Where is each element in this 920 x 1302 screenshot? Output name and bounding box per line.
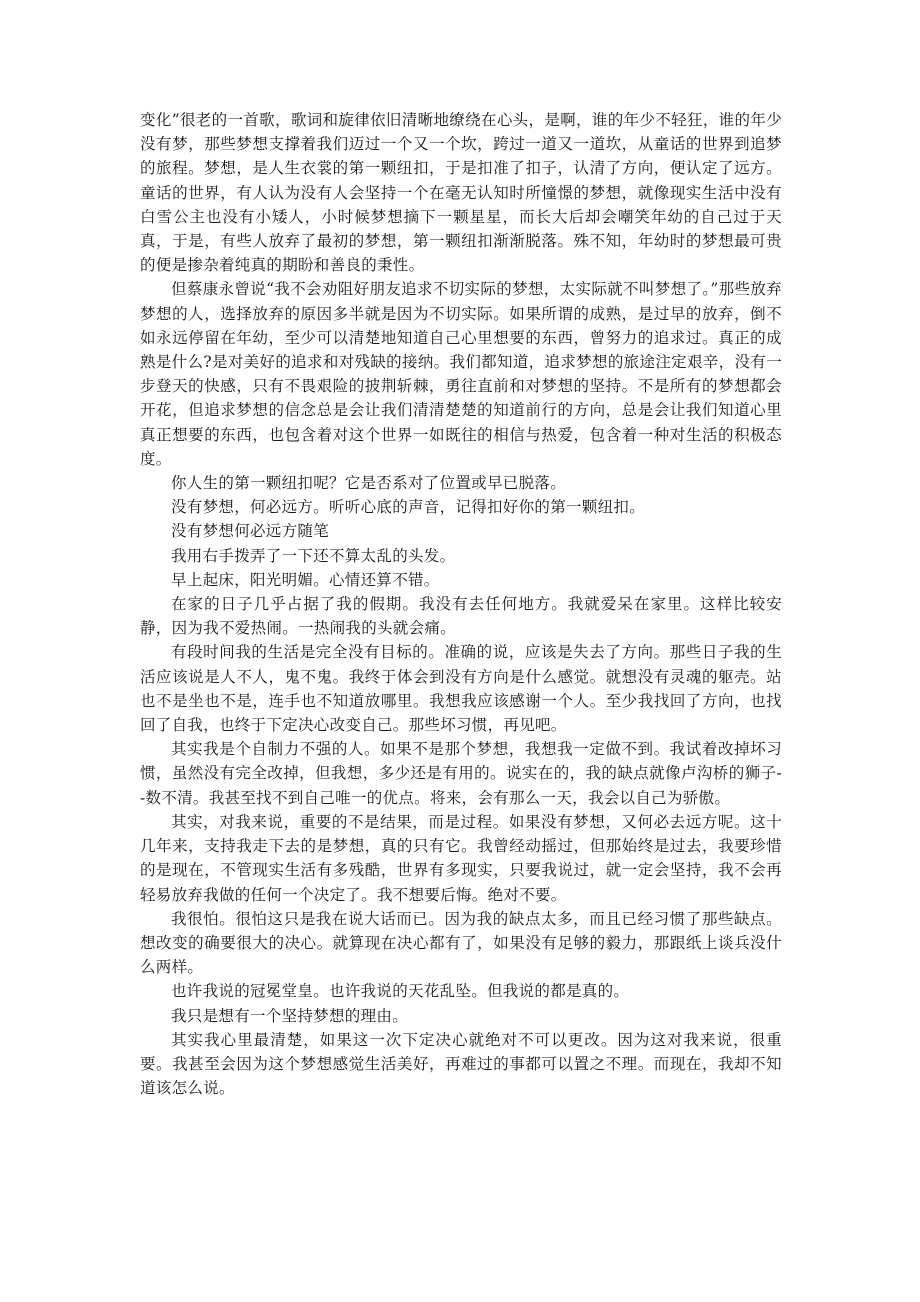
paragraph: 有段时间我的生活是完全没有目标的。准确的说，应该是失去了方向。那些日子我的生活应该说是人不人，鬼不鬼。我终于体会到没有方向是什么感觉。就想没有灵魂的躯壳。站也不是坐也不是，连手也不知道放哪里。我想我应该感谢一个人。至少我找回了方向，也找回了自我，也终于下定决心改变自己。那些坏习惯，再见吧。 (140, 643, 782, 735)
paragraph: 但蔡康永曾说“我不会劝阻好朋友追求不切实际的梦想，太实际就不叫梦想了。”那些放弃梦想的人，选择放弃的原因多半就是因为不切实际。如果所谓的成熟，是过早的放弃，倒不如永远停留在年幼，至少可以清楚地知道自己心里想要的东西，曾努力的追求过。真正的成熟是什么?是对美好的追求和对残缺的接纳。我们都知道，追求梦想的旅途注定艰辛，没有一步登天的快感，只有不畏艰险的披荆斩棘，勇往直前和对梦想的坚持。不是所有的梦想都会开花，但追求梦想的信念总是会让我们清清楚楚的知道前行的方向，总是会让我们知道心里真正想要的东西，也包含着对这个世界一如既往的相信与热爱，包含着一种对生活的积极态度。 (140, 280, 782, 468)
section-title: 没有梦想何必远方随笔 (171, 522, 330, 541)
paragraph: 没有梦想，何必远方。听听心底的声音，记得扣好你的第一颗纽扣。 (171, 498, 646, 517)
paragraph: 我很怕。很怕这只是我在说大话而已。因为我的缺点太多，而且已经习惯了那些缺点。想改变的确要很大的决心。就算现在决心都有了，如果没有足够的毅力，那跟纸上谈兵没什么两样。 (140, 909, 782, 977)
document-body (140, 108, 782, 1100)
paragraph: 其实我是个自制力不强的人。如果不是那个梦想，我想我一定做不到。我试着改掉坏习惯，虽然没有完全改掉，但我想，多少还是有用的。说实在的，我的缺点就像卢沟桥的狮子--数不清。我甚至找不到自己唯一的优点。将来，会有那么一天，我会以自己为骄傲。 (140, 740, 782, 807)
paragraph: 其实，对我来说，重要的不是结果，而是过程。如果没有梦想，又何必去远方呢。这十几年来，支持我走下去的是梦想，真的只有它。我曾经动摇过，但那始终是过去，我要珍惜的是现在，不管现实生活有多残酷，世界有多现实，只要我说过，就一定会坚持，我不会再轻易放弃我做的任何一个决定了。我不想要后悔。绝对不要。 (140, 812, 782, 904)
paragraph: 我用右手拨弄了一下还不算太乱的头发。 (171, 546, 456, 565)
paragraph: 其实我心里最清楚，如果这一次下定决心就绝对不可以更改。因为这对我来说，很重要。我甚至会因为这个梦想感觉生活美好，再难过的事都可以置之不理。而现在，我却不知道该怎么说。 (140, 1030, 782, 1098)
paragraph: 变化”很老的一首歌，歌词和旋律依旧清晰地缭绕在心头，是啊，谁的年少不轻狂，谁的年少没有梦，那些梦想支撑着我们迈过一个又一个坎，跨过一道又一道坎，从童话的世界到追梦的旅程。梦想，是人生衣裳的第一颗纽扣，于是扣准了扣子，认清了方向，便认定了远方。童话的世界，有人认为没有人会坚持一个在毫无认知时所憧憬的梦想，就像现实生活中没有白雪公主也没有小矮人，小时候梦想摘下一颗星星，而长大后却会嘲笑年幼的自己过于天真，于是，有些人放弃了最初的梦想，第一颗纽扣渐渐脱落。殊不知，年幼时的梦想最可贵的便是掺杂着纯真的期盼和善良的秉性。 (140, 111, 782, 275)
paragraph: 也许我说的冠冕堂皇。也许我说的天花乱坠。但我说的都是真的。 (171, 982, 630, 1001)
paragraph: 我只是想有一个坚持梦想的理由。 (171, 1006, 409, 1025)
paragraph: 你人生的第一颗纽扣呢？它是否系对了位置或早已脱落。 (171, 474, 567, 493)
paragraph: 早上起床，阳光明媚。心情还算不错。 (171, 570, 440, 589)
paragraph: 在家的日子几乎占据了我的假期。我没有去任何地方。我就爱呆在家里。这样比较安静，因为我不爱热闹。一热闹我的头就会痛。 (140, 595, 782, 638)
